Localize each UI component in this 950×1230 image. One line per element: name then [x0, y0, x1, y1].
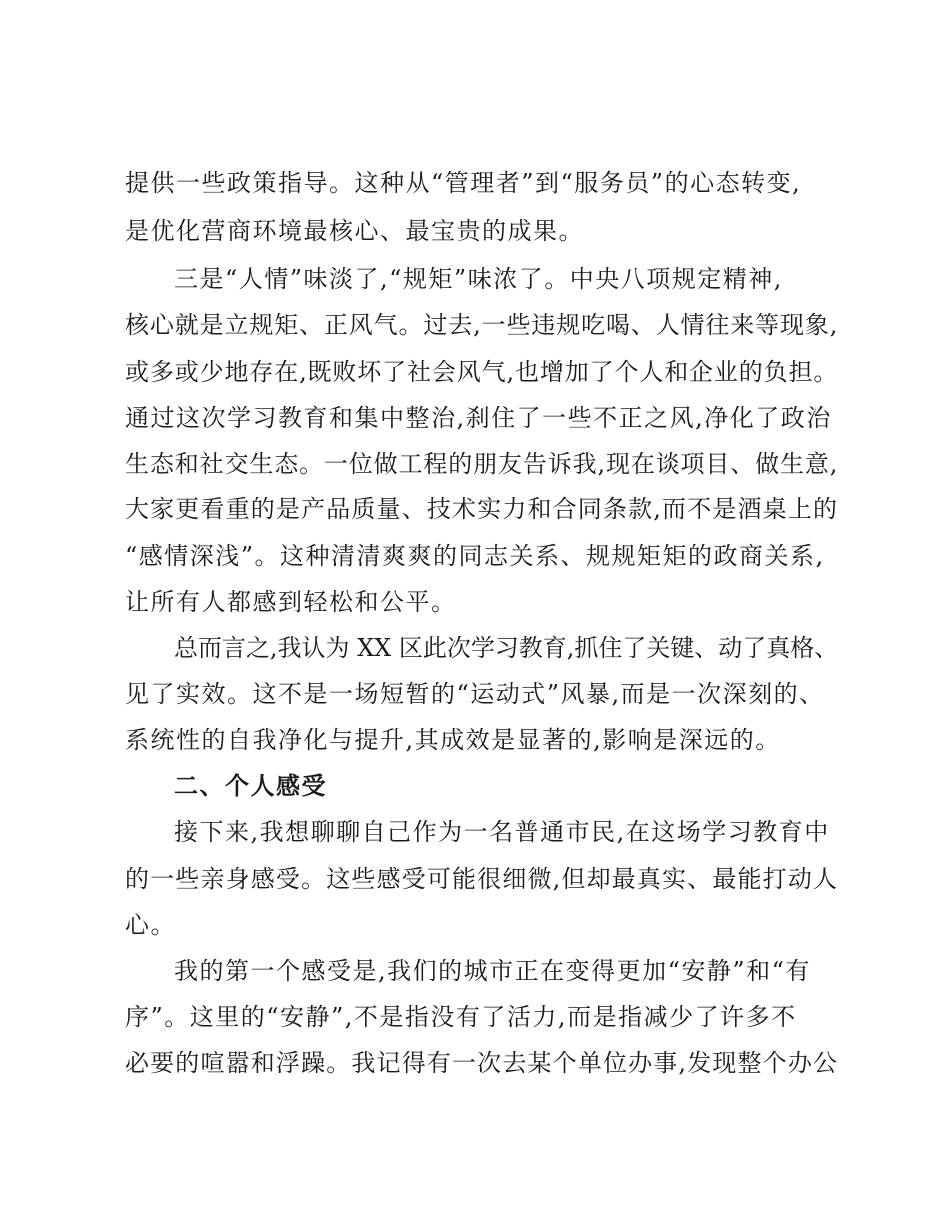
paragraph-line: 或多或少地存在,既败坏了社会风气,也增加了个人和企业的负担。 — [125, 358, 839, 386]
paragraph-line: 提供一些政策指导。这种从“管理者”到“服务员”的心态转变, — [125, 169, 802, 197]
paragraph-line: 通过这次学习教育和集中整治,刹住了一些不正之风,净化了政治 — [125, 404, 832, 432]
paragraph-line: 必要的喧嚣和浮躁。我记得有一次去某个单位办事,发现整个办公 — [125, 1049, 839, 1077]
paragraph-line: 心。 — [125, 911, 176, 939]
paragraph-line: 三是“人情”味淡了,“规矩”味浓了。中央八项规定精神, — [174, 265, 783, 293]
paragraph-line: 总而言之,我认为 XX 区此次学习教育,抓住了关键、动了真格、 — [174, 634, 839, 662]
paragraph-line: 核心就是立规矩、正风气。过去,一些违规吃喝、人情往来等现象, — [125, 311, 839, 339]
section-heading: 二、个人感受 — [174, 772, 327, 800]
paragraph-line: 的一些亲身感受。这些感受可能很细微,但却最真实、最能打动人 — [125, 865, 839, 893]
paragraph-line: 接下来,我想聊聊自己作为一名普通市民,在这场学习教育中 — [174, 818, 830, 846]
paragraph-line: “感情深浅”。这种清清爽爽的同志关系、规规矩矩的政商关系, — [125, 542, 825, 570]
paragraph-line: 我的第一个感受是,我们的城市正在变得更加“安静”和“有 — [174, 957, 811, 985]
paragraph-line: 是优化营商环境最核心、最宝贵的成果。 — [125, 217, 584, 245]
paragraph-line: 见了实效。这不是一场短暂的“运动式”风暴,而是一次深刻的、 — [125, 680, 825, 708]
paragraph-line: 大家更看重的是产品质量、技术实力和合同条款,而不是酒桌上的 — [125, 495, 839, 523]
paragraph-line: 让所有人都感到轻松和公平。 — [125, 588, 457, 616]
paragraph-line: 序”。这里的“安静”,不是指没有了活力,而是指减少了许多不 — [125, 1003, 797, 1031]
paragraph-line: 生态和社交生态。一位做工程的朋友告诉我,现在谈项目、做生意, — [125, 450, 839, 478]
paragraph-line: 系统性的自我净化与提升,其成效是显著的,影响是深远的。 — [125, 726, 781, 754]
